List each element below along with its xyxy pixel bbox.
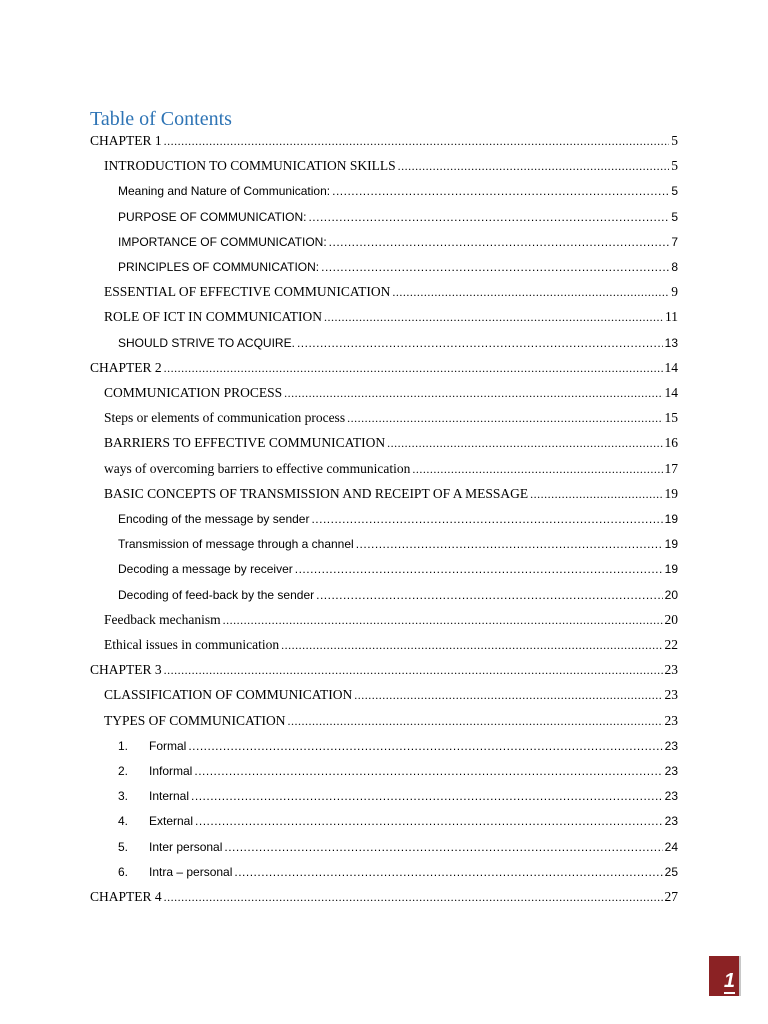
toc-entry[interactable] [118, 761, 678, 781]
page-number: 1 [723, 970, 735, 992]
toc-entry-label: BASIC CONCEPTS OF TRANSMISSION AND RECEIPT OF A MESSAGE [104, 485, 529, 501]
toc-entry-number: 3. [118, 789, 129, 804]
toc-entry-page: 20 [664, 611, 678, 627]
toc-entry[interactable] [104, 156, 678, 176]
toc-entry-label: TYPES OF COMMUNICATION [104, 712, 286, 728]
toc-entry-page: 8 [671, 260, 678, 274]
toc-entry-page: 5 [671, 133, 678, 148]
dot-leader [164, 358, 663, 378]
page-number-badge [709, 956, 741, 996]
toc-entry[interactable] [104, 433, 678, 453]
toc-entry-page: 19 [664, 562, 678, 577]
toc-entry-label: CHAPTER 2 [90, 359, 162, 375]
dot-leader [188, 736, 662, 756]
dot-leader [316, 585, 663, 605]
toc-entry-page: 19 [664, 537, 678, 552]
toc-entry[interactable] [90, 131, 678, 151]
toc-entry-label: Meaning and Nature of Communication: [118, 184, 331, 199]
toc-entry-label: Steps or elements of communication process [104, 410, 346, 426]
toc-entry[interactable] [118, 736, 678, 756]
toc-entry-page: 23 [664, 687, 678, 703]
toc-entry-page: 14 [664, 359, 678, 375]
toc-entry-label: ways of overcoming barriers to effective communication [104, 460, 411, 476]
toc-entry-page: 23 [664, 738, 678, 753]
toc-entry[interactable] [104, 282, 678, 302]
toc-entry-label: Formal [149, 738, 187, 753]
toc-entry-label: ROLE OF ICT IN COMMUNICATION [104, 309, 323, 325]
toc-entry-label: INTRODUCTION TO COMMUNICATION SKILLS [104, 158, 396, 174]
toc-entry-page: 19 [664, 512, 678, 526]
toc-entry-page: 24 [664, 839, 678, 854]
toc-entry-label: Intra – personal [149, 864, 233, 879]
toc-entry[interactable] [118, 509, 678, 529]
toc-entry-number: 2. [118, 764, 129, 778]
toc-entry-page: 20 [664, 587, 678, 602]
toc-entry[interactable] [104, 408, 678, 428]
toc-entry[interactable] [118, 333, 678, 353]
toc-entry-label: CHAPTER 4 [90, 889, 162, 904]
dot-leader [281, 635, 662, 655]
toc-entry-label: PRINCIPLES OF COMMUNICATION: [118, 260, 320, 274]
toc-entry-number: 6. [118, 864, 129, 879]
toc-entry[interactable] [118, 862, 678, 882]
toc-entry-page: 23 [664, 814, 678, 829]
toc-entry-page: 5 [671, 184, 678, 199]
dot-leader [321, 257, 669, 277]
dot-leader [387, 433, 662, 453]
toc-entry-label: Feedback mechanism [104, 611, 221, 627]
dot-leader [223, 610, 663, 630]
toc-entry[interactable] [118, 837, 678, 857]
toc-entry-page: 25 [664, 864, 678, 879]
dot-leader [164, 887, 663, 907]
toc-entry-label: CHAPTER 1 [90, 133, 162, 148]
toc-entry[interactable] [104, 484, 678, 504]
toc-entry-page: 22 [664, 637, 678, 652]
dot-leader [412, 459, 662, 479]
toc-entry-label: Encoding of the message by sender [118, 512, 310, 526]
toc-entry[interactable] [118, 559, 678, 579]
dot-leader [191, 786, 663, 806]
dot-leader [332, 181, 669, 201]
toc-entry-page: 15 [664, 410, 678, 426]
toc-entry[interactable] [104, 459, 678, 479]
toc-entry-number: 5. [118, 839, 129, 854]
toc-entry-page: 23 [664, 764, 678, 778]
toc-entry-page: 5 [671, 158, 678, 174]
dot-leader [224, 837, 662, 857]
toc-entry-page: 17 [664, 460, 678, 476]
dot-leader [308, 207, 669, 227]
toc-entry-page: 16 [664, 435, 678, 451]
toc-entry[interactable] [118, 181, 678, 201]
dot-leader [297, 333, 663, 353]
dot-leader [354, 685, 662, 705]
toc-entry-label: ESSENTIAL OF EFFECTIVE COMMUNICATION [104, 284, 391, 300]
toc-entry-page: 13 [664, 335, 678, 350]
toc-entry-label: Decoding of feed-back by the sender [118, 587, 315, 602]
toc-entry[interactable] [118, 232, 678, 252]
dot-leader [164, 131, 670, 151]
toc-entry-label: SHOULD STRIVE TO ACQUIRE. [118, 335, 295, 350]
toc-entry-label: Decoding a message by receiver [118, 562, 293, 577]
toc-entry-page: 7 [671, 234, 678, 249]
toc-entry-number: 1. [118, 738, 129, 753]
toc-entry[interactable] [104, 635, 678, 655]
toc-entry[interactable] [118, 534, 678, 554]
toc-entry[interactable] [118, 257, 678, 277]
toc-entry[interactable] [104, 711, 678, 731]
toc-entry-page: 23 [664, 789, 678, 804]
toc-entry[interactable] [104, 307, 678, 327]
dot-leader [398, 156, 670, 176]
dot-leader [324, 307, 663, 327]
toc-entry-page: 19 [664, 485, 678, 501]
dot-leader [329, 232, 670, 252]
toc-entry-label: Transmission of message through a channel [118, 537, 354, 552]
dot-leader [288, 711, 663, 731]
toc-entry[interactable] [118, 811, 678, 831]
dot-leader [295, 559, 663, 579]
toc-entry-label: CHAPTER 3 [90, 662, 162, 678]
dot-leader [311, 509, 662, 529]
toc-entry-label: IMPORTANCE OF COMMUNICATION: [118, 234, 327, 249]
toc-entry-page: 23 [664, 712, 678, 728]
dot-leader [392, 282, 669, 302]
toc-entry-page: 5 [671, 209, 678, 224]
toc-entry-page: 27 [664, 889, 678, 904]
toc-entry[interactable] [104, 685, 678, 705]
toc-entry-label: COMMUNICATION PROCESS [104, 385, 283, 400]
dot-leader [195, 811, 663, 831]
toc-title: Table of Contents [90, 108, 232, 130]
toc-entry[interactable] [118, 585, 678, 605]
toc-entry-number: 4. [118, 814, 129, 829]
toc-entry-label: Inter personal [149, 839, 223, 854]
toc-entry-label: BARRIERS TO EFFECTIVE COMMUNICATION [104, 435, 386, 451]
toc-entry-label: Informal [149, 764, 193, 778]
toc-entry-page: 14 [664, 385, 678, 400]
dot-leader [284, 383, 662, 403]
toc-entry-label: CLASSIFICATION OF COMMUNICATION [104, 687, 353, 703]
toc-entry-label: Ethical issues in communication [104, 637, 280, 652]
toc-entry-page: 11 [665, 309, 678, 325]
toc-entry[interactable] [90, 358, 678, 378]
dot-leader [234, 862, 662, 882]
toc-entry[interactable] [104, 383, 678, 403]
toc-entry-label: PURPOSE OF COMMUNICATION: [118, 209, 307, 224]
toc-entry-label: Internal [149, 789, 190, 804]
dot-leader [164, 660, 663, 680]
toc-entry-label: External [149, 814, 194, 829]
toc-entry[interactable] [118, 786, 678, 806]
toc-entry-page: 9 [671, 284, 678, 300]
toc-entry[interactable] [90, 660, 678, 680]
toc-entry[interactable] [90, 887, 678, 907]
toc-entry[interactable] [104, 610, 678, 630]
toc-entry[interactable] [118, 207, 678, 227]
dot-leader [356, 534, 663, 554]
dot-leader [530, 484, 662, 504]
dot-leader [347, 408, 662, 428]
toc-entry-page: 23 [664, 662, 678, 678]
dot-leader [194, 761, 662, 781]
